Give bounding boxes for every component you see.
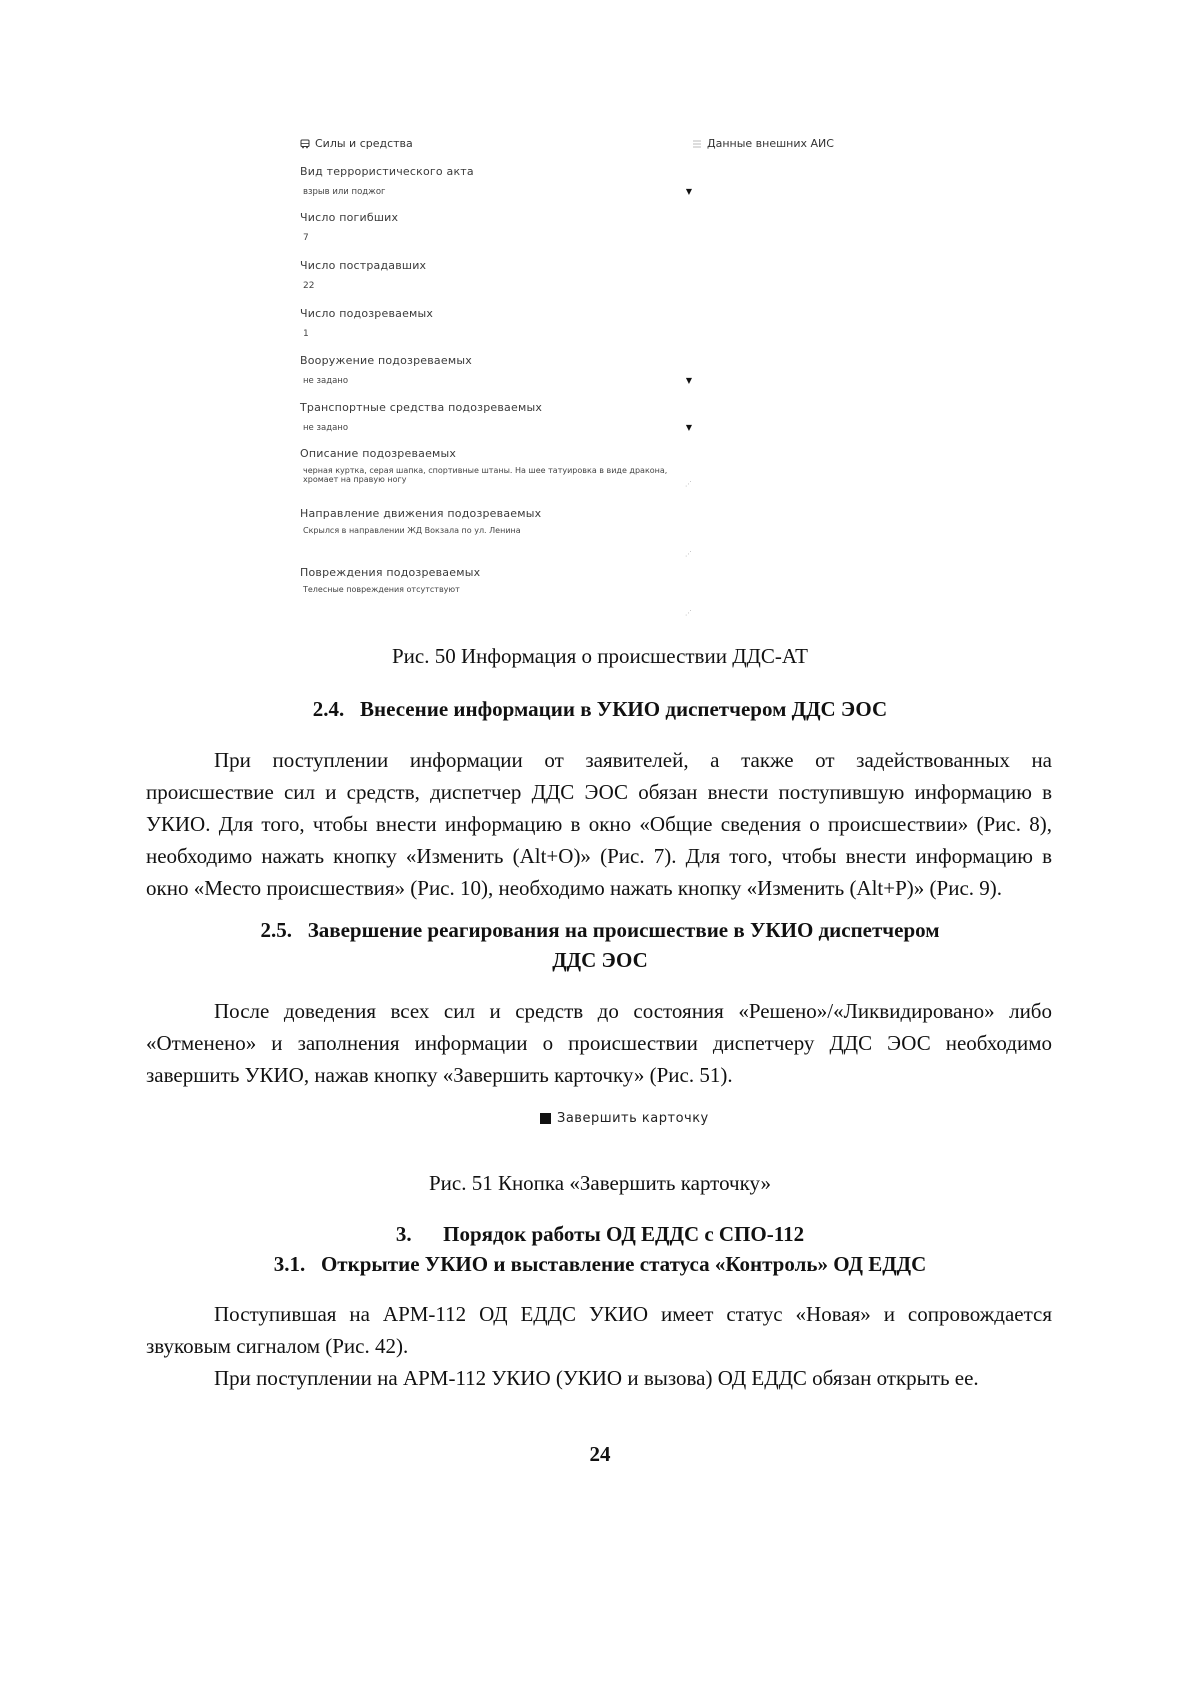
field-act-type	[300, 165, 692, 197]
field-injuries	[300, 566, 692, 617]
input-value: 22	[303, 281, 315, 291]
field-label: Транспортные средства подозреваемых	[300, 401, 543, 414]
paragraph-line: При поступлении информации от заявителей, а также от задействованных на	[214, 748, 1052, 772]
select-value: не задано	[303, 376, 349, 386]
paragraph-line: Поступившая на АРМ-112 ОД ЕДДС УКИО имеет статус «Новая» и сопровождается	[214, 1302, 1052, 1326]
paragraph-line: «Отменено» и заполнения информации о происшествии диспетчеру ДДС ЭОС необходимо	[146, 1031, 1052, 1055]
bus-icon	[300, 139, 310, 149]
paragraph-line: происшествие сил и средств, диспетчер ДДС ЭОС обязан внести поступившую информацию в	[146, 780, 1052, 804]
textarea-value: Телесные повреждения отсутствуют	[303, 585, 460, 594]
page-number: 24	[589, 1442, 611, 1466]
paragraph-line: УКИО. Для того, чтобы внести информацию в окно «Общие сведения о происшествии» (Рис. 8),	[146, 812, 1052, 836]
tab-label: Силы и средства	[315, 137, 413, 150]
paragraph-line: окно «Место происшествия» (Рис. 10), необходимо нажать кнопку «Изменить (Alt+P)» (Рис. 9).	[146, 876, 1003, 900]
field-suspects	[300, 307, 692, 339]
resize-handle-icon[interactable]: ⋰	[685, 609, 692, 617]
finish-card-button[interactable]	[540, 1111, 709, 1126]
figure-51-caption: Рис. 51 Кнопка «Завершить карточку»	[428, 1171, 772, 1195]
field-label: Число погибших	[300, 211, 399, 224]
section-2-5-heading: 2.5. Завершение реагирования на происшествие в УКИО диспетчером	[260, 918, 940, 942]
section-2-4-heading: 2.4. Внесение информации в УКИО диспетчером ДДС ЭОС	[312, 697, 888, 721]
tab-label: Данные внешних АИС	[707, 137, 834, 150]
description-textarea[interactable]	[300, 466, 693, 484]
paragraph-line: При поступлении на АРМ-112 УКИО (УКИО и вызова) ОД ЕДДС обязан открыть ее.	[214, 1366, 979, 1390]
textarea-value: Скрылся в направлении ЖД Вокзала по ул. Ленина	[303, 526, 521, 535]
field-label: Вооружение подозреваемых	[300, 354, 472, 367]
killed-input[interactable]	[300, 233, 692, 243]
select-value: не задано	[303, 423, 349, 433]
act-type-select[interactable]	[300, 187, 692, 197]
chevron-down-icon: ▼	[685, 423, 692, 432]
paragraph-line: завершить УКИО, нажав кнопку «Завершить карточку» (Рис. 51).	[146, 1063, 733, 1087]
textarea-value: черная куртка, серая шапка, спортивные штаны. На шее татуировка в виде дракона, хромает на правую ногу	[303, 466, 668, 484]
field-label: Направление движения подозреваемых	[300, 507, 542, 520]
paragraph-line: необходимо нажать кнопку «Изменить (Alt+O)» (Рис. 7). Для того, чтобы внести информацию в	[146, 844, 1052, 868]
paragraph-line: звуковым сигналом (Рис. 42).	[146, 1334, 409, 1358]
stop-square-icon	[540, 1113, 551, 1124]
section-2-4-paragraph	[146, 744, 1052, 904]
field-killed	[300, 211, 692, 243]
input-value: 1	[303, 329, 309, 339]
suspects-input[interactable]	[300, 329, 692, 339]
tab-forces-and-means[interactable]	[300, 137, 413, 150]
field-label: Повреждения подозреваемых	[300, 566, 481, 579]
input-value: 7	[303, 233, 309, 243]
direction-textarea[interactable]	[300, 526, 693, 554]
select-value: взрыв или поджог	[303, 187, 386, 197]
resize-handle-icon[interactable]: ⋰	[685, 480, 692, 488]
field-label: Описание подозреваемых	[300, 447, 457, 460]
chevron-down-icon: ▼	[685, 187, 692, 196]
field-weapons	[300, 354, 692, 386]
field-label: Число пострадавших	[300, 259, 427, 272]
field-transport	[300, 401, 692, 433]
field-injured	[300, 259, 692, 291]
section-2-5-paragraph	[146, 995, 1052, 1091]
resize-handle-icon[interactable]: ⋰	[685, 550, 692, 558]
tab-external-ais-data[interactable]	[692, 137, 834, 150]
section-2-5-heading-cont: ДДС ЭОС	[552, 948, 648, 972]
injured-input[interactable]	[300, 281, 692, 291]
button-label: Завершить карточку	[557, 1111, 709, 1126]
paragraph-line: После доведения всех сил и средств до состояния «Решено»/«Ликвидировано» либо	[214, 999, 1052, 1023]
field-label: Вид террористического акта	[300, 165, 474, 178]
transport-select[interactable]	[300, 423, 692, 433]
section-3-1-paragraph-2	[146, 1362, 1052, 1394]
field-label: Число подозреваемых	[300, 307, 434, 320]
incident-info-form-screenshot	[300, 125, 900, 665]
list-icon	[692, 139, 702, 149]
weapons-select[interactable]	[300, 376, 692, 386]
section-3-1-paragraph-1	[146, 1298, 1052, 1362]
chevron-down-icon: ▼	[685, 376, 692, 385]
field-description	[300, 447, 692, 488]
injuries-textarea[interactable]	[300, 585, 693, 613]
section-3-1-heading: 3.1. Открытие УКИО и выставление статуса «Контроль» ОД ЕДДС	[273, 1252, 927, 1276]
figure-50-caption: Рис. 50 Информация о происшествии ДДС-АТ	[391, 644, 809, 668]
section-3-heading: 3. Порядок работы ОД ЕДДС с СПО-112	[395, 1222, 805, 1246]
field-direction	[300, 507, 692, 558]
